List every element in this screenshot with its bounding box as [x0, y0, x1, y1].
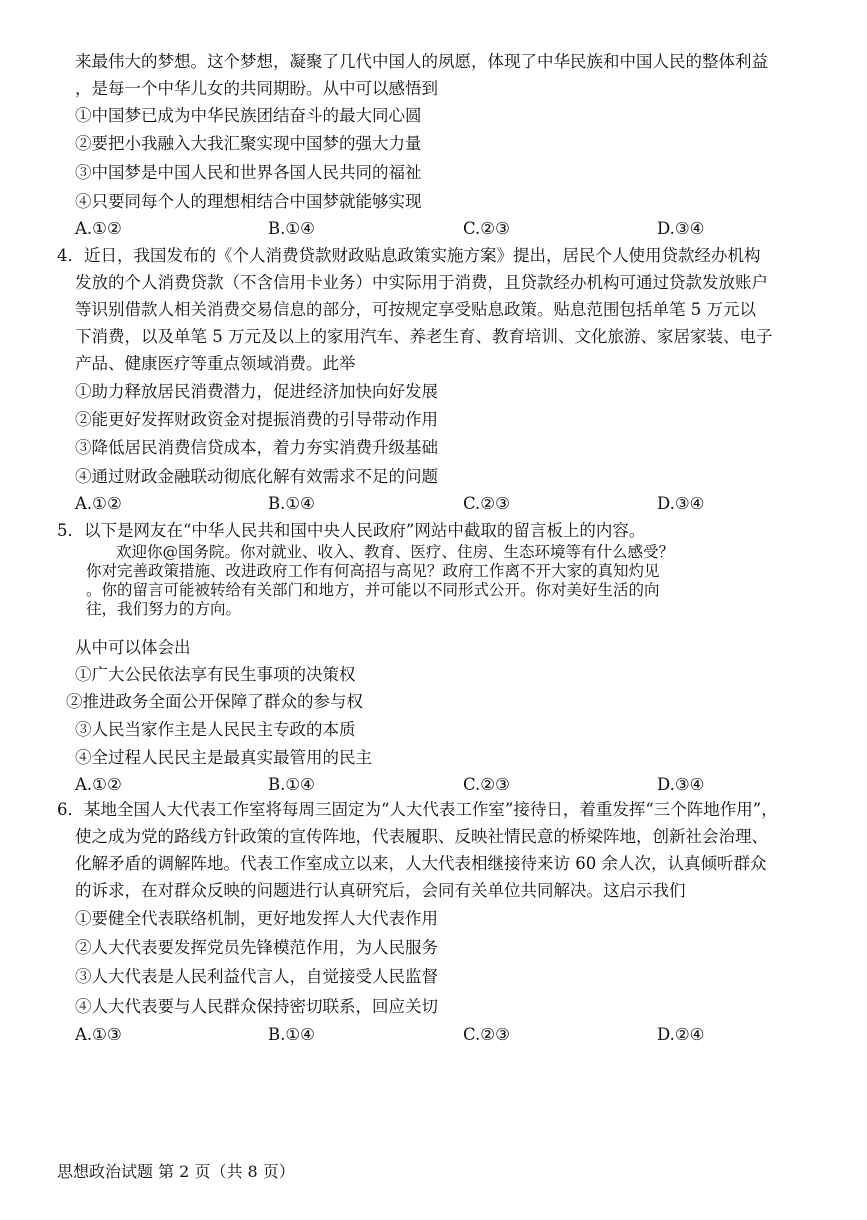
q5-message-line-2: 你对完善政策措施、改进政府工作有何高招与高见？政府工作离不开大家的真知灼见: [86, 562, 660, 580]
q3-stem-line-2: ，是每一个中华儿女的共同期盼。从中可以感悟到: [75, 79, 438, 98]
q6-statement-2: ②人大代表要发挥党员先锋模范作用，为人民服务: [75, 938, 438, 957]
q6-choice-a: A.①③: [75, 1025, 122, 1044]
q4-stem-line-5: 产品、健康医疗等重点领域消费。此举: [75, 354, 356, 373]
q6-statement-4: ④人大代表要与人民群众保持密切联系，回应关切: [75, 997, 438, 1016]
q5-message-line-3: 。你的留言可能被转给有关部门和地方，并可能以不同形式公开。你对美好生活的向: [86, 581, 660, 599]
q6-choice-c: C.②③: [463, 1025, 510, 1044]
q5-message-line-1: 欢迎你@国务院。你对就业、收入、教育、医疗、住房、生态环境等有什么感受？: [116, 543, 675, 561]
q5-message-line-4: 往，我们努力的方向。: [86, 600, 242, 618]
q5-choice-c: C.②③: [463, 775, 510, 794]
q6-stem-line-2: 使之成为党的路线方针政策的宣传阵地，代表履职、反映社情民意的桥梁阵地，创新社会治理、: [75, 827, 768, 846]
q4-statement-3: ③降低居民消费信贷成本，着力夯实消费升级基础: [75, 438, 438, 457]
q5-choice-a: A.①②: [75, 775, 122, 794]
q6-statement-3: ③人大代表是人民利益代言人，自觉接受人民监督: [75, 967, 438, 986]
q3-statement-2: ②要把小我融入大我汇聚实现中国梦的强大力量: [75, 134, 422, 153]
q6-stem-line-1: 6．某地全国人大代表工作室将每周三固定为“人大代表工作室”接待日，着重发挥“三个阵地作用”，: [57, 800, 778, 819]
q3-statement-4: ④只要同每个人的理想相结合中国梦就能够实现: [75, 192, 422, 211]
q6-statement-1: ①要健全代表联络机制，更好地发挥人大代表作用: [75, 909, 438, 928]
q5-statement-2: ②推进政务全面公开保障了群众的参与权: [66, 692, 363, 711]
q3-choice-b: B.①④: [268, 219, 315, 238]
q3-statement-1: ①中国梦已成为中华民族团结奋斗的最大同心圆: [75, 106, 422, 125]
q3-stem-line-1: 来最伟大的梦想。这个梦想，凝聚了几代中国人的夙愿，体现了中华民族和中国人民的整体利益: [75, 52, 768, 71]
q4-choice-b: B.①④: [268, 494, 315, 513]
q4-stem-line-1: 4．近日，我国发布的《个人消费贷款财政贴息政策实施方案》提出，居民个人使用贷款经办机构: [57, 246, 761, 265]
q5-choice-d: D.③④: [657, 775, 705, 794]
q4-statement-4: ④通过财政金融联动彻底化解有效需求不足的问题: [75, 467, 438, 486]
q3-choice-a: A.①②: [75, 219, 122, 238]
q5-lead: 从中可以体会出: [75, 638, 191, 657]
q5-statement-1: ①广大公民依法享有民生事项的决策权: [75, 665, 356, 684]
q4-stem-line-4: 下消费，以及单笔 5 万元及以上的家用汽车、养老生育、教育培训、文化旅游、家居家装、电子: [75, 327, 773, 346]
q5-statement-3: ③人民当家作主是人民民主专政的本质: [75, 720, 356, 739]
q4-stem-line-2: 发放的个人消费贷款（不含信用卡业务）中实际用于消费，且贷款经办机构可通过贷款发放账户: [75, 273, 768, 292]
q5-choice-b: B.①④: [268, 775, 315, 794]
q6-choice-d: D.②④: [657, 1025, 705, 1044]
q3-choice-d: D.③④: [657, 219, 705, 238]
q6-stem-line-3: 化解矛盾的调解阵地。代表工作室成立以来，人大代表相继接待来访 60 余人次，认真倾听群众: [75, 854, 767, 873]
q4-choice-d: D.③④: [657, 494, 705, 513]
q4-statement-1: ①助力释放居民消费潜力，促进经济加快向好发展: [75, 382, 438, 401]
q4-statement-2: ②能更好发挥财政资金对提振消费的引导带动作用: [75, 410, 438, 429]
q6-choice-b: B.①④: [268, 1025, 315, 1044]
q3-statement-3: ③中国梦是中国人民和世界各国人民共同的福祉: [75, 163, 422, 182]
q4-choice-a: A.①②: [75, 494, 122, 513]
q5-statement-4: ④全过程人民民主是最真实最管用的民主: [75, 748, 372, 767]
page-footer: 思想政治试题 第 2 页（共 8 页）: [57, 1162, 295, 1181]
q4-stem-line-3: 等识别借款人相关消费交易信息的部分，可按规定享受贴息政策。贴息范围包括单笔 5 万元以: [75, 300, 756, 319]
q6-stem-line-4: 的诉求，在对群众反映的问题进行认真研究后，会同有关单位共同解决。这启示我们: [75, 881, 686, 900]
q4-choice-c: C.②③: [463, 494, 510, 513]
q3-choice-c: C.②③: [463, 219, 510, 238]
q5-stem: 5．以下是网友在“中华人民共和国中央人民政府”网站中截取的留言板上的内容。: [57, 521, 646, 540]
